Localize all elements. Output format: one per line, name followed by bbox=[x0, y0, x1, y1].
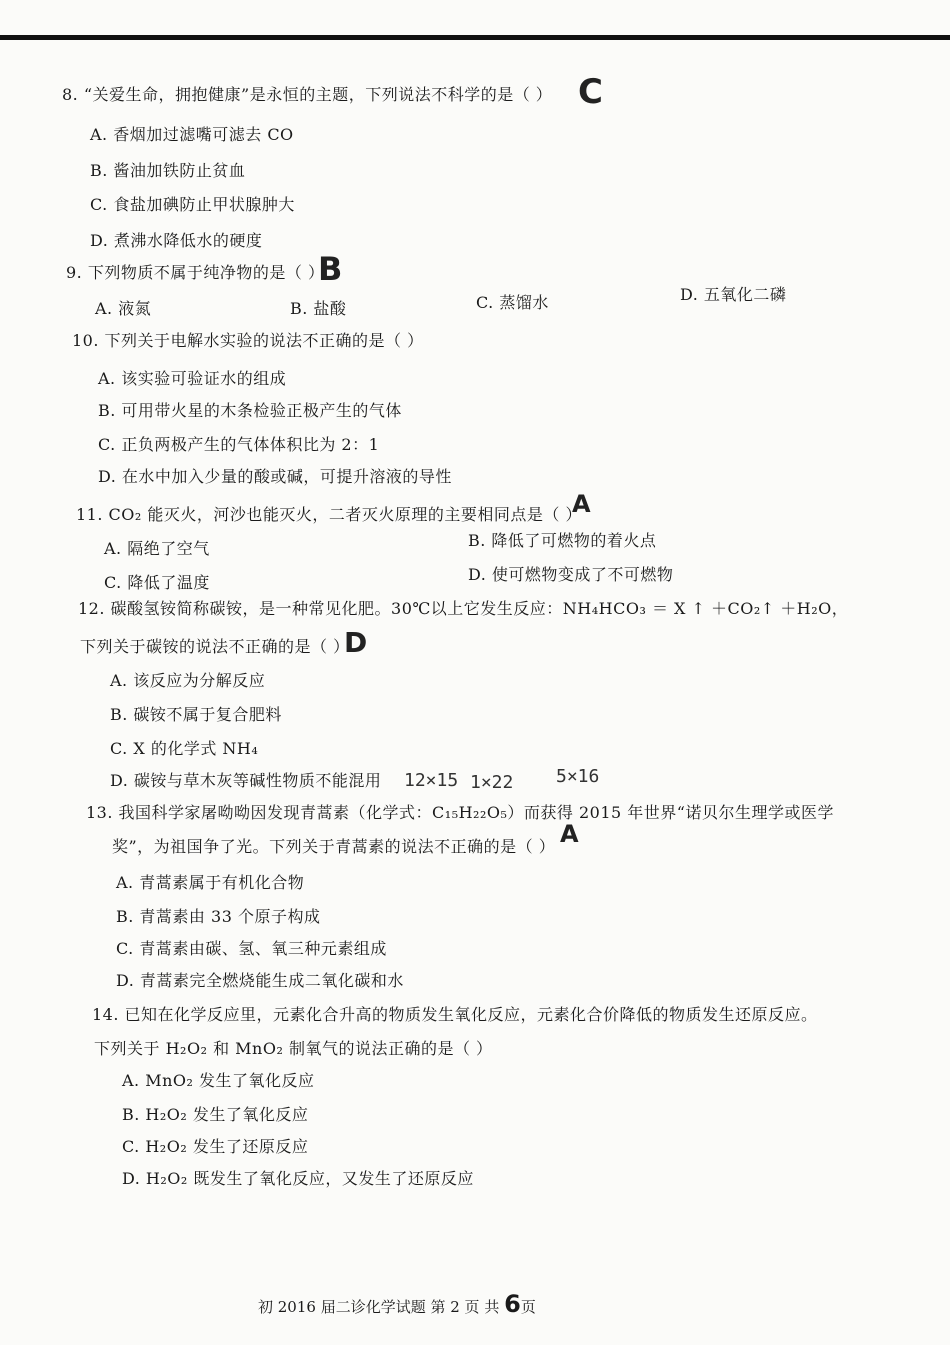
question-11-option-d: D. 使可燃物变成了不可燃物 bbox=[468, 565, 674, 584]
question-12-option-c: C. X 的化学式 NH₄ bbox=[110, 739, 259, 758]
question-13-option-c: C. 青蒿素由碳、氢、氧三种元素组成 bbox=[116, 939, 387, 958]
question-12-answer: D bbox=[344, 626, 368, 659]
question-14-option-a: A. MnO₂ 发生了氧化反应 bbox=[122, 1071, 315, 1090]
question-9-option-d: D. 五氧化二磷 bbox=[680, 285, 787, 304]
question-14-stem: 14. 已知在化学反应里，元素化合升高的物质发生氧化反应，元素化合价降低的物质发生还原反应。 bbox=[92, 1005, 818, 1024]
question-8-answer: C bbox=[578, 72, 603, 112]
handwritten-note-2: 1×22 bbox=[470, 772, 514, 793]
question-8-option-c: C. 食盐加碘防止甲状腺肿大 bbox=[90, 195, 295, 214]
question-10-stem: 10. 下列关于电解水实验的说法不正确的是（ ） bbox=[72, 331, 424, 350]
question-13-stem-2: 奖”，为祖国争了光。下列关于青蒿素的说法不正确的是（ ） bbox=[112, 837, 556, 856]
question-12-stem: 12. 碳酸氢铵简称碳铵，是一种常见化肥。30℃以上它发生反应：NH₄HCO₃ ＝ X ↑ ＋CO₂↑ ＋H₂O， bbox=[78, 599, 849, 618]
top-border bbox=[0, 35, 950, 40]
question-9-option-b: B. 盐酸 bbox=[290, 299, 347, 318]
question-8-stem: 8. “关爱生命，拥抱健康”是永恒的主题，下列说法不科学的是（ ） bbox=[62, 85, 553, 104]
question-14-stem-2: 下列关于 H₂O₂ 和 MnO₂ 制氧气的说法正确的是（ ） bbox=[94, 1039, 493, 1058]
question-13-option-b: B. 青蒿素由 33 个原子构成 bbox=[116, 907, 321, 926]
question-13-option-a: A. 青蒿素属于有机化合物 bbox=[116, 873, 305, 892]
question-12-option-d: D. 碳铵与草木灰等碱性物质不能混用 bbox=[110, 771, 382, 790]
question-11-option-b: B. 降低了可燃物的着火点 bbox=[468, 531, 657, 550]
question-8-option-b: B. 酱油加铁防止贫血 bbox=[90, 161, 246, 180]
question-11-option-a: A. 隔绝了空气 bbox=[104, 539, 210, 558]
question-13-stem: 13. 我国科学家屠呦呦因发现青蒿素（化学式：C₁₅H₂₂O₅）而获得 2015 年世界“诺贝尔生理学或医学 bbox=[86, 803, 834, 822]
question-14-option-c: C. H₂O₂ 发生了还原反应 bbox=[122, 1137, 309, 1156]
question-11-answer: A bbox=[572, 490, 591, 518]
question-10-option-b: B. 可用带火星的木条检验正极产生的气体 bbox=[98, 401, 402, 420]
question-10-option-c: C. 正负两极产生的气体体积比为 2：1 bbox=[98, 435, 380, 454]
question-14-option-b: B. H₂O₂ 发生了氧化反应 bbox=[122, 1105, 309, 1124]
question-12-stem-2: 下列关于碳铵的说法不正确的是（ ） bbox=[80, 637, 350, 656]
handwritten-note-1: 12×15 bbox=[404, 770, 459, 791]
question-8-option-d: D. 煮沸水降低水的硬度 bbox=[90, 231, 263, 250]
footer-suffix: 页 bbox=[520, 1298, 536, 1316]
question-14-option-d: D. H₂O₂ 既发生了氧化反应，又发生了还原反应 bbox=[122, 1169, 474, 1188]
question-13-option-d: D. 青蒿素完全燃烧能生成二氧化碳和水 bbox=[116, 971, 404, 990]
question-12-option-b: B. 碳铵不属于复合肥料 bbox=[110, 705, 282, 724]
question-11-stem: 11. CO₂ 能灭火，河沙也能灭火，二者灭火原理的主要相同点是（ ） bbox=[76, 505, 582, 524]
question-10-option-d: D. 在水中加入少量的酸或碱，可提升溶液的导性 bbox=[98, 467, 452, 486]
question-13-answer: A bbox=[560, 820, 579, 848]
question-9-option-c: C. 蒸馏水 bbox=[476, 293, 549, 312]
question-10-option-a: A. 该实验可验证水的组成 bbox=[98, 369, 287, 388]
footer-total-pages: 6 bbox=[504, 1290, 521, 1318]
handwritten-note-3: 5×16 bbox=[556, 766, 600, 787]
question-9-stem: 9. 下列物质不属于纯净物的是（ ） bbox=[66, 263, 325, 282]
question-9-option-a: A. 液氮 bbox=[95, 299, 152, 318]
question-8-option-a: A. 香烟加过滤嘴可滤去 CO bbox=[90, 125, 294, 144]
question-9-answer: B bbox=[318, 250, 343, 288]
footer-text: 初 2016 届二诊化学试题 第 2 页 共 bbox=[258, 1298, 505, 1316]
question-12-option-a: A. 该反应为分解反应 bbox=[110, 671, 266, 690]
question-11-option-c: C. 降低了温度 bbox=[104, 573, 210, 592]
page-footer bbox=[258, 1290, 536, 1318]
